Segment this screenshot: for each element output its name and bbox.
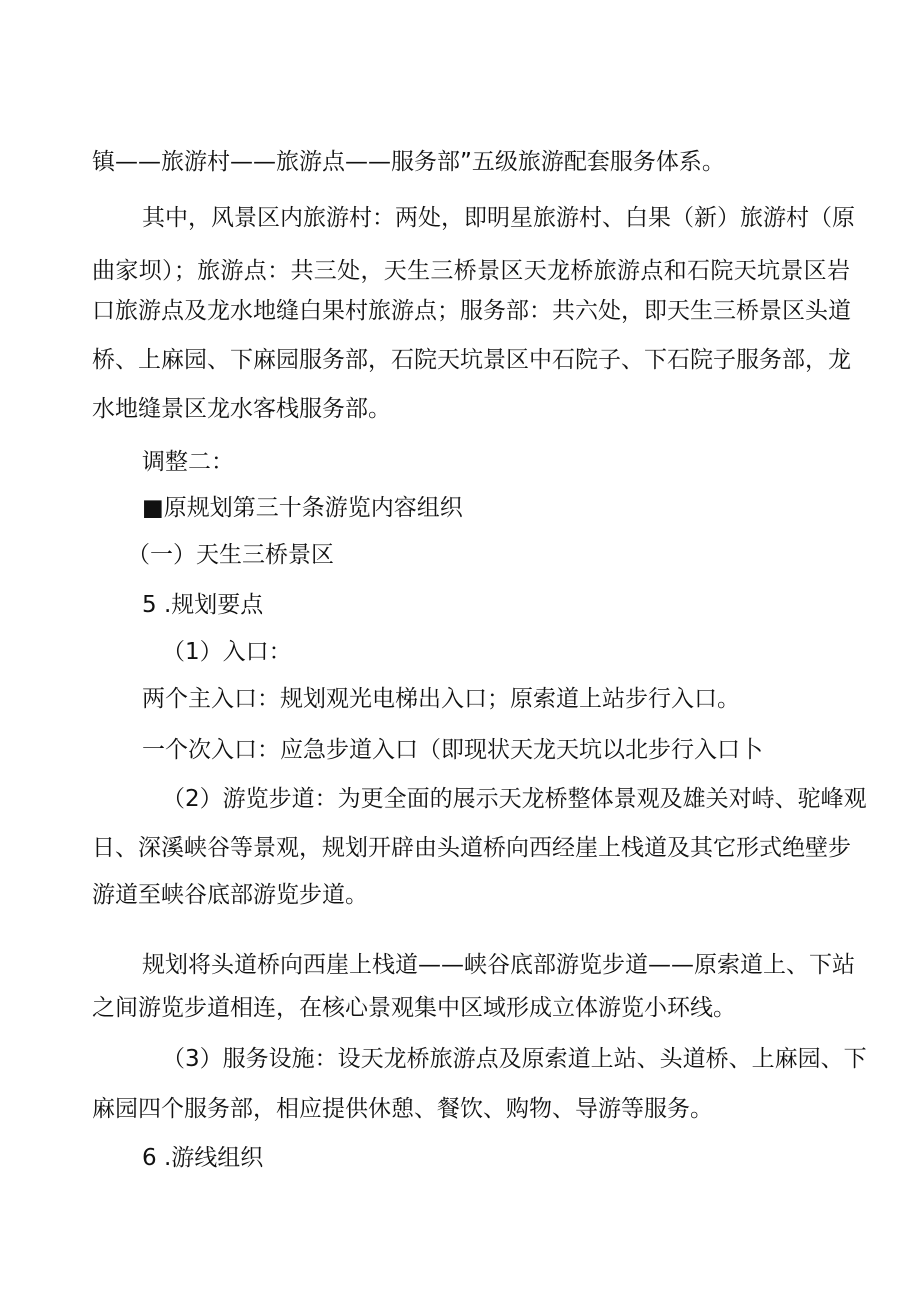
paragraph-line: 水地缝景区龙水客栈服务部。: [92, 396, 391, 422]
section-heading: 6 .游线组织: [142, 1145, 264, 1171]
paragraph-line: （3）服务设施：设天龙桥旅游点及原索道上站、头道桥、上麻园、下: [162, 1046, 867, 1072]
section-heading: （一）天生三桥景区: [127, 542, 334, 568]
paragraph-line: 桥、上麻园、下麻园服务部，石院天坑景区中石院子、下石院子服务部，龙: [92, 347, 851, 373]
paragraph-line: （2）游览步道：为更全面的展示天龙桥整体景观及雄关对峙、驼峰观: [162, 786, 867, 812]
section-heading: ■原规划第三十条游览内容组织: [142, 495, 463, 521]
paragraph-line: 麻园四个服务部，相应提供休憩、餐饮、购物、导游等服务。: [92, 1096, 713, 1122]
paragraph-line: 两个主入口：规划观光电梯出入口；原索道上站步行入口。: [142, 686, 740, 712]
section-heading: （1）入口：: [162, 639, 292, 665]
paragraph-line: 镇——旅游村——旅游点——服务部”五级旅游配套服务体系。: [92, 149, 725, 175]
paragraph-line: 游道至峡谷底部游览步道。: [92, 882, 368, 908]
paragraph-line: 其中，风景区内旅游村：两处，即明星旅游村、白果（新）旅游村（原: [142, 205, 855, 231]
section-heading: 调整二：: [142, 449, 234, 475]
section-heading: 5 .规划要点: [142, 592, 264, 618]
paragraph-line: 曲家坝）；旅游点：共三处，天生三桥景区天龙桥旅游点和石院天坑景区岩: [92, 258, 850, 284]
paragraph-line: 日、深溪峡谷等景观，规划开辟由头道桥向西经崖上栈道及其它形式绝壁步: [92, 835, 851, 861]
paragraph-line: 一个次入口：应急步道入口（即现状天龙天坑以北步行入口卜: [142, 737, 763, 763]
paragraph-line: 之间游览步道相连，在核心景观集中区域形成立体游览小环线。: [92, 995, 736, 1021]
paragraph-line: 口旅游点及龙水地缝白果村旅游点；服务部：共六处，即天生三桥景区头道: [92, 298, 851, 324]
paragraph-line: 规划将头道桥向西崖上栈道——峡谷底部游览步道——原索道上、下站: [142, 952, 855, 978]
